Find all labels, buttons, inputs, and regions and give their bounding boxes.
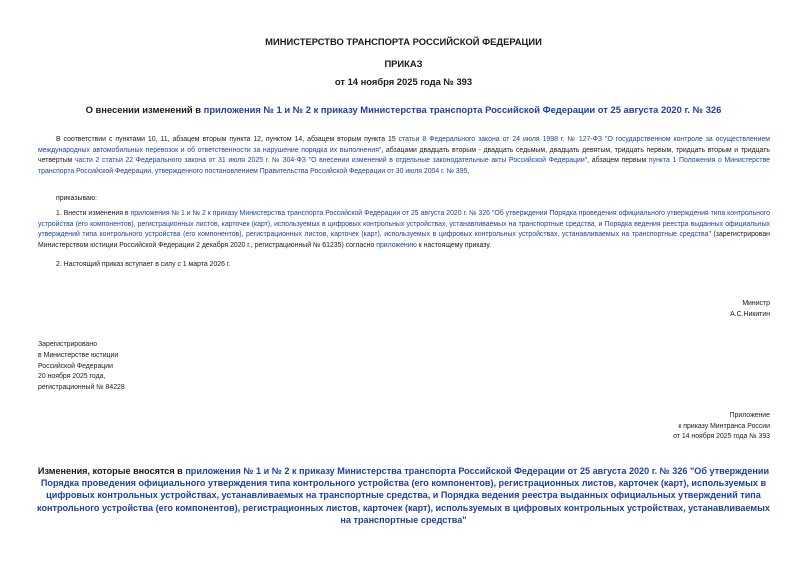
appendix-block [673, 411, 770, 443]
changes-title-text-1: Изменения, которые вносятся в [37, 466, 186, 476]
signature-position: Министр [742, 300, 770, 307]
law-127-link[interactable]: статьи 8 Федерального закона от 24 июля 1998 г. № 127-ФЗ "О государственном контроле за осуществлением международных автомобильных перевозок и об ответственности за нарушение порядка их выполнения" [38, 136, 770, 154]
item-1-text-3: к настоящему приказу. [416, 241, 492, 249]
order-word: приказываю: [56, 195, 97, 202]
date-number-heading: от 14 ноября 2025 года № 393 [334, 76, 473, 87]
doc-type-heading: ПРИКАЗ [384, 58, 423, 69]
preamble-text-1: В соответствии с пунктами 10, 11, абзацем вторым пункта 12, пунктом 14, абзацем вторым пункта 15 [56, 136, 399, 143]
appendix-line: к приказу Минтранса России [678, 422, 770, 430]
order-326-link[interactable]: приложения № 1 и № 2 к приказу Министерства транспорта Российской Федерации от 25 августа 2020 г. № 326 "Об утверждении Порядка проведения официального утверждения типа контрольного устройства (его компонентов), регистрационных листов, карточек (карт), используемых в цифровых контрольных устройствах, устанавливаемых на транспортные средства, и Порядка ведения реестра выданных официальных утверждений типа контрольного устройства (его компонентов), регистрационных листов, карточек (карт), используемых в цифровых контрольных устройствах, устанавливаемых на транспортные средства" [38, 210, 770, 239]
preamble-text-2: , абзацами двадцать вторым - двадцать седьмым, двадцать девятым, тридцать первым, тридцать вторым и тридцать четвертым [38, 146, 770, 165]
appendix-line: Приложение [729, 412, 770, 419]
law-304-link[interactable]: части 2 статьи 22 Федерального закона от 31 июля 2025 г. № 304-ФЗ "О внесении изменений в отдельные законодательные акты Российской Федерации" [74, 157, 588, 165]
signature-block [730, 299, 770, 320]
regulation-395-link[interactable]: пункта 1 Положения о Министерстве транспорта Российской Федерации, утвержденного постановлением Правительства Российской Федерации от 30 июля 2004 г. № 395 [38, 157, 770, 175]
preamble-text-4: , [467, 167, 470, 175]
document-title [0, 104, 807, 115]
changes-title-text-2: "Об утверждении Порядка проведения официального утверждения типа контрольного устройства (его компонентов), регистрационных листов, карточек (карт), используемых в цифровых контрольных устройствах, устанавливаемых на транспортные средства, и Порядка ведения реестра выданных официальных утверждений типа контрольного устройства (его компонентов), регистрационных листов, карточек (карт), используемых в цифровых контрольных устройствах, устанавливаемых на транспортные средства" [37, 466, 770, 525]
registration-line: 20 ноября 2025 года, [38, 373, 106, 381]
item-1-paragraph [38, 209, 770, 251]
registration-line: регистрационный № 84228 [38, 384, 125, 392]
signature-name: А.С.Никитин [730, 310, 770, 318]
registration-line: в Министерстве юстиции [38, 351, 119, 359]
ministry-heading: МИНИСТЕРСТВО ТРАНСПОРТА РОССИЙСКОЙ ФЕДЕРАЦИИ [265, 36, 542, 47]
registration-line: Российской Федерации [38, 362, 113, 370]
changes-title [36, 465, 771, 526]
item-2-paragraph: 2. Настоящий приказ вступает в силу с 1 марта 2026 г. [56, 261, 231, 268]
document-title-text: О внесении изменений в [85, 104, 204, 115]
changes-title-link[interactable]: приложения № 1 и № 2 к приказу Министерства транспорта Российской Федерации от 25 августа 2020 г. № 326 [185, 466, 688, 476]
item-1-text-1: 1. Внести изменения в [56, 210, 131, 217]
appendix-line: от 14 ноября 2025 года № 393 [673, 433, 770, 441]
document-title-link[interactable]: приложения № 1 и № 2 к приказу Министерства транспорта Российской Федерации от 25 августа 2020 г. № 326 [203, 104, 722, 115]
preamble-paragraph [38, 135, 770, 177]
appendix-link[interactable]: приложению [376, 241, 417, 249]
registration-line: Зарегистрировано [38, 341, 98, 348]
preamble-text-3: , абзацем первым [587, 157, 649, 165]
registration-block [38, 340, 125, 394]
item-1-text-2: (зарегистрирован Министерством юстиции Российской Федерации 2 декабря 2020 г., регистрационный № 61235) согласно [38, 231, 770, 249]
